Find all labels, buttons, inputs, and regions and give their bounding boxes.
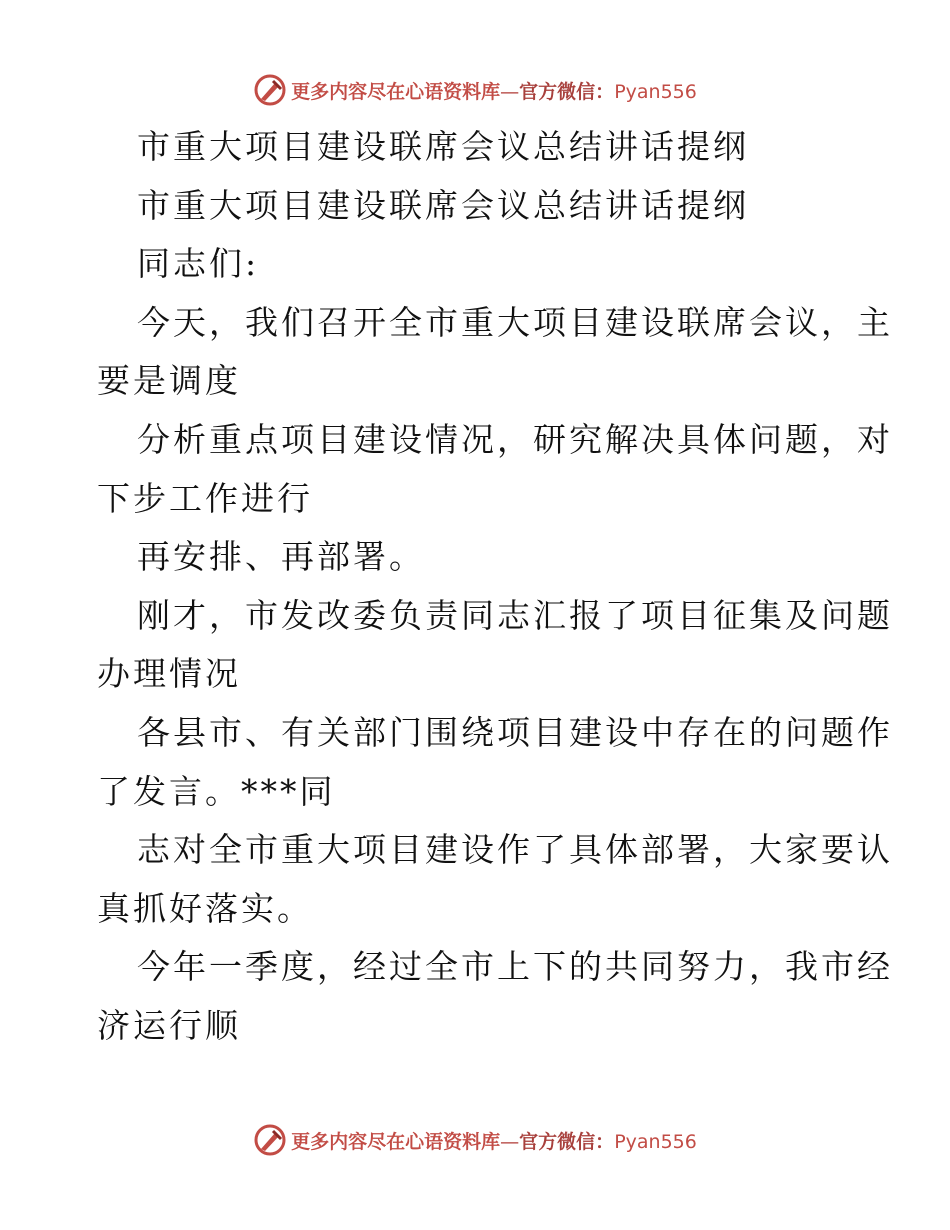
text-line: 市重大项目建设联席会议总结讲话提纲 <box>137 185 749 225</box>
watermark-sub: 官方微信： <box>519 1130 615 1153</box>
text-line: 今天，我们召开全市重大项目建设联席会议，主 <box>137 302 893 342</box>
text-line: 了发言。***同 <box>97 771 336 811</box>
text-line: 刚才，市发改委负责同志汇报了项目征集及问题 <box>137 595 893 635</box>
text-line: 下步工作进行 <box>97 478 313 518</box>
watermark-sub: 官方微信： <box>519 80 615 103</box>
watermark-text <box>291 77 697 104</box>
text-line: 真抓好落实。 <box>97 888 313 928</box>
text-line: 济运行顺 <box>97 1005 241 1045</box>
text-line: 各县市、有关部门围绕项目建设中存在的问题作 <box>137 712 893 752</box>
text-line: 市重大项目建设联席会议总结讲话提纲 <box>137 127 749 166</box>
watermark-main: 更多内容尽在心语资料库 <box>291 80 501 103</box>
text-line: 今年一季度，经过全市上下的共同努力，我市经 <box>137 947 893 987</box>
watermark-separator: — <box>500 80 520 103</box>
watermark-separator: — <box>500 1130 520 1153</box>
pen-logo-icon <box>253 73 287 107</box>
watermark-id: Pyan556 <box>614 80 697 103</box>
text-line: 要是调度 <box>97 361 241 401</box>
header-watermark <box>0 70 950 110</box>
text-line: 同志们: <box>137 244 260 284</box>
watermark-text <box>291 1127 697 1154</box>
watermark-id: Pyan556 <box>614 1130 697 1153</box>
text-line: 分析重点项目建设情况，研究解决具体问题，对 <box>137 419 893 459</box>
pen-logo-icon <box>253 1123 287 1157</box>
watermark-main: 更多内容尽在心语资料库 <box>291 1130 501 1153</box>
footer-watermark <box>0 1120 950 1160</box>
document-body <box>97 118 893 1056</box>
text-line: 办理情况 <box>97 654 241 694</box>
text-line: 再安排、再部署。 <box>137 537 425 577</box>
text-line: 志对全市重大项目建设作了具体部署，大家要认 <box>137 830 893 870</box>
